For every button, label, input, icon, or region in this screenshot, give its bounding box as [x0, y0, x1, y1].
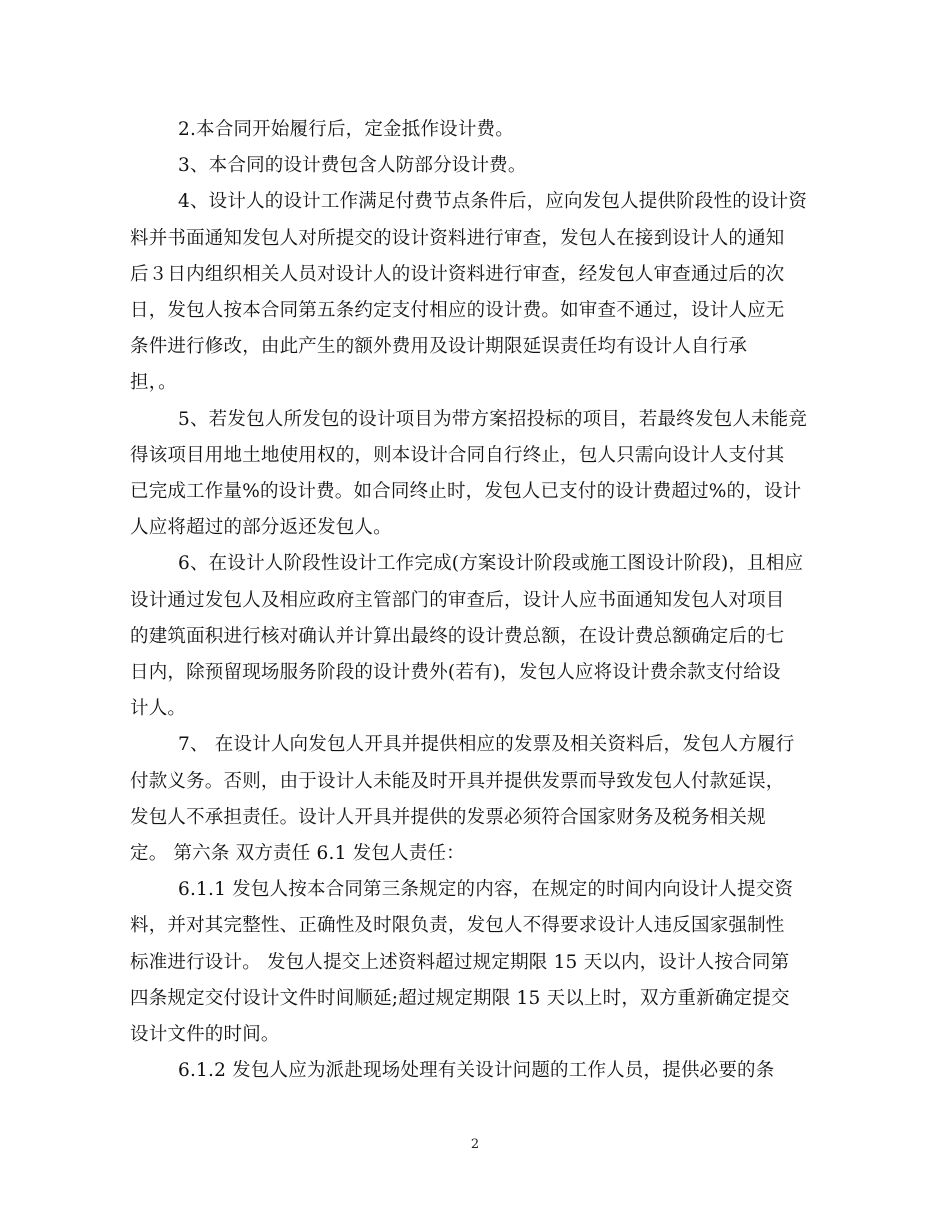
- text-line: 料，并对其完整性、正确性及时限负责，发包人不得要求设计人违反国家强制性: [130, 915, 785, 937]
- text-line: 设计通过发包人及相应政府主管部门的审查后，设计人应书面通知发包人对项目: [130, 589, 785, 611]
- paragraph-clause-6-1-2: [130, 1053, 830, 1089]
- text-line: 6.1.1 发包人按本合同第三条规定的内容，在规定的时间内向设计人提交资: [178, 879, 794, 901]
- text-line: 已完成工作量%的设计费。如合同终止时，发包人已支付的设计费超过%的，设计: [130, 481, 802, 503]
- text-line: 日，发包人按本合同第五条约定支付相应的设计费。如审查不通过，设计人应无: [130, 300, 785, 322]
- text-line: 四条规定交付设计文件时间顺延;超过规定期限 15 天以上时，双方重新确定提交: [130, 987, 790, 1009]
- text-line: 得该项目用地土地使用权的，则本设计合同自行终止，包人只需向设计人支付其: [130, 444, 785, 466]
- text-line: 料并书面通知发包人对所提交的设计资料进行审查，发包人在接到设计人的通知: [130, 227, 785, 249]
- text-line: 7、 在设计人向发包人开具并提供相应的发票及相关资料后，发包人方履行: [178, 734, 795, 756]
- paragraph-clause-3: [130, 148, 830, 184]
- text-line: 计人。: [130, 698, 187, 720]
- text-line: 人应将超过的部分返还发包人。: [130, 517, 392, 539]
- text-line: 6.1.2 发包人应为派赴现场处理有关设计问题的工作人员，提供必要的条: [178, 1060, 775, 1082]
- text-line: 6、在设计人阶段性设计工作完成(方案设计阶段或施工图设计阶段)，且相应: [178, 553, 804, 575]
- text-line: 日内，除预留现场服务阶段的设计费外(若有)，发包人应将设计费余款支付给设: [130, 662, 781, 684]
- page-number: 2: [470, 1137, 480, 1152]
- text-line: 的建筑面积进行核对确认并计算出最终的设计费总额，在设计费总额确定后的七: [130, 625, 785, 647]
- text-line: 定。 第六条 双方责任 6.1 发包人责任：: [130, 843, 465, 865]
- text-line: 付款义务。否则，由于设计人未能及时开具并提供发票而导致发包人付款延误，: [130, 770, 785, 792]
- paragraph-clause-4: [130, 184, 830, 401]
- text-line: 3、本合同的设计费包含人防部分设计费。: [178, 155, 527, 177]
- text-line: 设计文件的时间。: [130, 1024, 280, 1046]
- text-line: 2.本合同开始履行后，定金抵作设计费。: [178, 119, 514, 140]
- paragraph-clause-6-1-1: [130, 872, 830, 1053]
- text-line: 后３日内组织相关人员对设计人的设计资料进行审查，经发包人审查通过后的次: [130, 263, 785, 285]
- paragraph-clause-7: [130, 727, 830, 872]
- paragraph-clause-6: [130, 546, 830, 727]
- text-line: 条件进行修改，由此产生的额外费用及设计期限延误责任均有设计人自行承: [130, 336, 748, 358]
- text-line: 发包人不承担责任。设计人开具并提供的发票必须符合国家财务及税务相关规: [130, 806, 766, 828]
- text-line: 4、设计人的设计工作满足付费节点条件后，应向发包人提供阶段性的设计资: [178, 191, 808, 213]
- document-body: [130, 112, 830, 1089]
- text-line: 标准进行设计。 发包人提交上述资料超过规定期限 15 天以内，设计人按合同第: [130, 951, 790, 973]
- paragraph-clause-2: [130, 112, 830, 148]
- paragraph-clause-5: [130, 402, 830, 547]
- text-line: 5、若发包人所发包的设计项目为带方案招投标的项目，若最终发包人未能竞: [178, 408, 808, 430]
- text-line: 担，。: [130, 372, 177, 394]
